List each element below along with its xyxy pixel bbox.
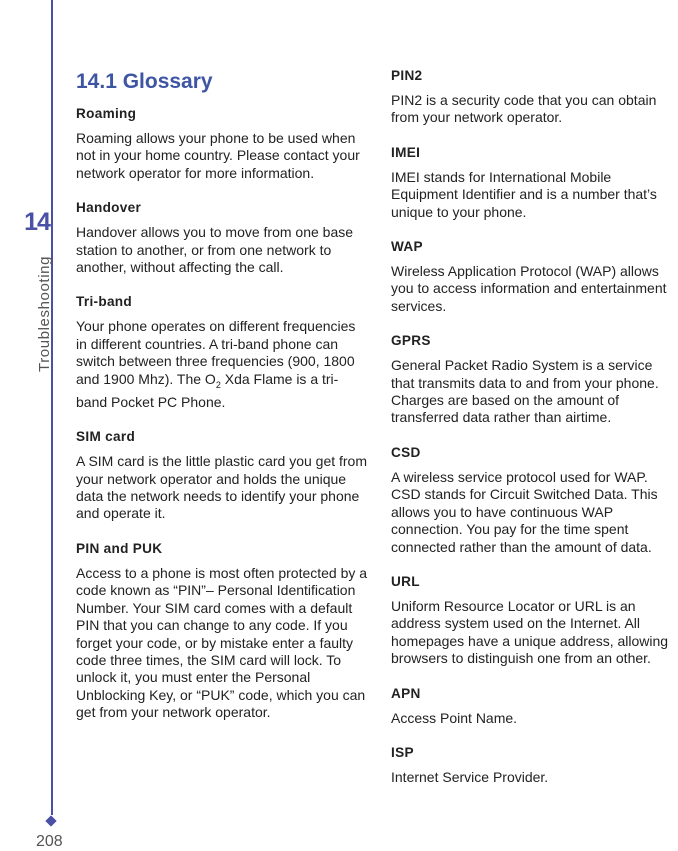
glossary-definition: General Packet Radio System is a service that transmits data to and from your phone. Charges are based on the amount of transferred data rather than airtime. bbox=[391, 357, 659, 426]
section-title: 14.1 Glossary bbox=[76, 70, 213, 93]
glossary-definition: PIN2 is a security code that you can obtain from your network operator. bbox=[391, 92, 657, 126]
glossary-definition bbox=[76, 318, 368, 411]
glossary-left-column bbox=[76, 70, 368, 740]
definition-text: Your phone operates on different frequencies in different countries. A tri-band phone can switch between three frequencies (900, 1800 and 1900 Mhz). The O bbox=[76, 318, 356, 387]
glossary-entry-sim-card bbox=[76, 429, 368, 523]
page-number: 208 bbox=[36, 833, 63, 850]
subscript: 2 bbox=[215, 379, 221, 390]
diamond-marker-icon bbox=[45, 815, 56, 826]
glossary-right-column bbox=[391, 68, 678, 804]
glossary-entry-csd bbox=[391, 445, 678, 556]
glossary-term: URL bbox=[391, 573, 420, 589]
glossary-definition: Wireless Application Protocol (WAP) allows you to access information and entertainment services. bbox=[391, 263, 667, 314]
glossary-entry-pin-puk bbox=[76, 541, 368, 722]
glossary-definition: IMEI stands for International Mobile Equipment Identifier and is a number that’s unique to your phone. bbox=[391, 168, 657, 220]
glossary-entry-apn bbox=[391, 686, 678, 727]
chapter-title: Troubleshooting bbox=[36, 255, 53, 372]
glossary-term: ISP bbox=[391, 744, 414, 760]
glossary-entry-gprs bbox=[391, 333, 678, 427]
definition-text: Xda Flame is a tri-band Pocket PC Phone. bbox=[76, 370, 339, 410]
glossary-term: IMEI bbox=[391, 144, 421, 160]
glossary-term: Tri-band bbox=[76, 294, 133, 310]
glossary-entry-pin2 bbox=[391, 68, 678, 127]
glossary-term: GPRS bbox=[391, 333, 431, 349]
glossary-entry-url bbox=[391, 574, 678, 668]
glossary-term: Handover bbox=[76, 200, 142, 216]
glossary-definition: Access to a phone is most often protected by a code known as “PIN”– Personal Identification Number. Your SIM card comes with a default PIN that you can change to any code. If you forget your code, or by mistake enter a faulty code three times, the SIM card will lock. To unlock it, you must enter the Personal Unblocking Key, or “PUK” code, which you can get from your network operator. bbox=[76, 564, 368, 721]
glossary-entry-tri-band bbox=[76, 294, 368, 411]
glossary-definition: Access Point Name. bbox=[391, 709, 518, 726]
glossary-entry-imei bbox=[391, 145, 678, 221]
glossary-term: PIN and PUK bbox=[76, 540, 163, 556]
glossary-term: Roaming bbox=[76, 106, 137, 121]
glossary-entry-roaming bbox=[76, 106, 368, 182]
glossary-term: PIN2 bbox=[391, 68, 423, 83]
glossary-term: CSD bbox=[391, 444, 421, 460]
chapter-number: 14 bbox=[24, 208, 50, 236]
glossary-entry-handover bbox=[76, 200, 368, 276]
glossary-term: SIM card bbox=[76, 429, 136, 445]
glossary-definition: Uniform Resource Locator or URL is an address system used on the Internet. All homepages have a unique address, allowing browsers to distinguish one from an other. bbox=[391, 597, 669, 667]
sidebar-rule bbox=[51, 0, 53, 815]
glossary-definition: Internet Service Provider. bbox=[391, 768, 549, 785]
glossary-entry-isp bbox=[391, 745, 678, 786]
glossary-definition: Roaming allows your phone to be used when not in your home country. Please contact your network operator for more information. bbox=[76, 130, 360, 181]
glossary-definition: Handover allows you to move from one base station to another, or from one network to another, without affecting the call. bbox=[76, 224, 354, 276]
glossary-definition: A SIM card is the little plastic card you get from your network operator and holds the unique data the network needs to identify your phone and operate it. bbox=[76, 453, 368, 522]
glossary-definition: A wireless service protocol used for WAP. CSD stands for Circuit Switched Data. This allows you to have continuous WAP connection. You pay for the time spent connected rather than the amount of data. bbox=[391, 468, 658, 555]
glossary-entry-wap bbox=[391, 239, 678, 315]
glossary-term: APN bbox=[391, 685, 421, 701]
glossary-term: WAP bbox=[391, 239, 423, 255]
